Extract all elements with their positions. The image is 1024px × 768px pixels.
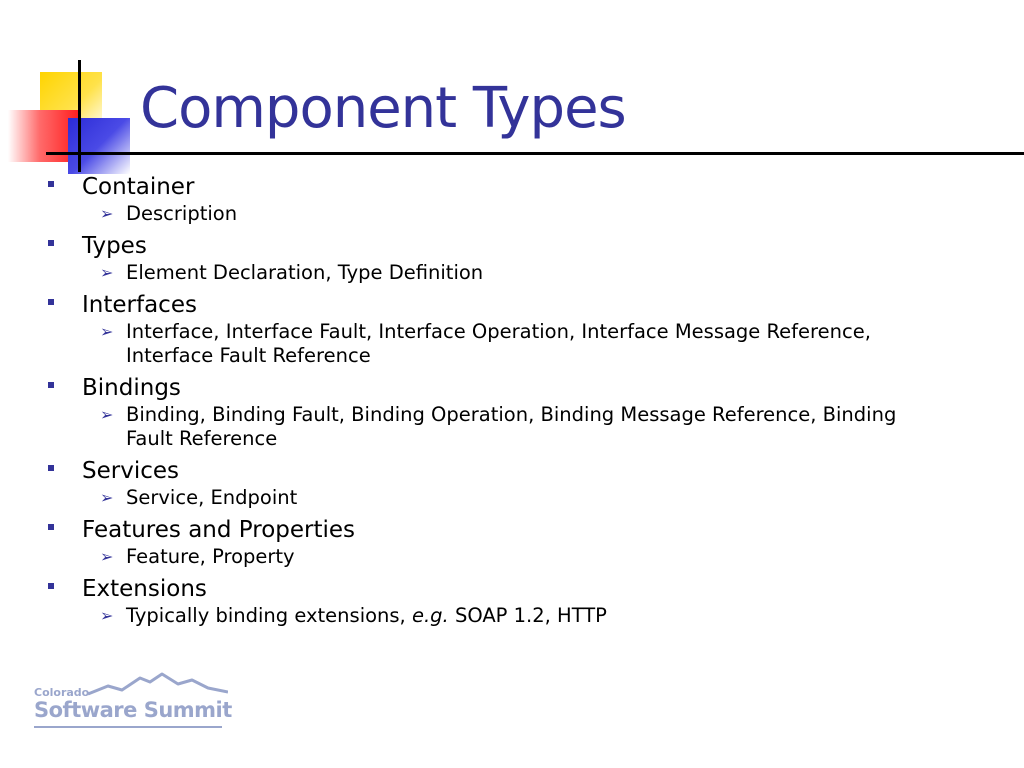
sub-item-text: Description — [126, 202, 238, 225]
slide-title: Component Types — [140, 76, 626, 141]
arrow-bullet-icon: ➢ — [100, 405, 114, 424]
sub-item — [44, 604, 944, 628]
bullet-item-types — [44, 231, 944, 285]
arrow-bullet-icon: ➢ — [100, 322, 114, 341]
square-bullet-icon — [48, 299, 54, 305]
title-divider — [46, 152, 1024, 155]
sub-item — [44, 545, 944, 569]
sub-item-text: Interface, Interface Fault, Interface Operation, Interface Message Reference, Interface Fault Reference — [126, 320, 871, 367]
arrow-bullet-icon: ➢ — [100, 488, 114, 507]
arrow-bullet-icon: ➢ — [100, 547, 114, 566]
bullet-item-interfaces — [44, 290, 944, 368]
bullet-label: Interfaces — [82, 292, 197, 318]
arrow-bullet-icon: ➢ — [100, 263, 114, 282]
square-bullet-icon — [48, 524, 54, 530]
arrow-bullet-icon: ➢ — [100, 606, 114, 625]
sub-item-text: Binding, Binding Fault, Binding Operation, Binding Message Reference, Binding Fault Reference — [126, 403, 897, 450]
square-bullet-icon — [48, 382, 54, 388]
bullet-item-extensions — [44, 574, 944, 628]
sub-item — [44, 320, 944, 368]
sub-list — [44, 202, 944, 226]
bullet-item-container — [44, 172, 944, 226]
sub-item-text — [126, 604, 926, 628]
square-bullet-icon — [48, 240, 54, 246]
bullet-label: Bindings — [82, 375, 181, 401]
sub-list — [44, 403, 944, 451]
logo-main-text: Software Summit — [34, 698, 232, 722]
sub-list — [44, 320, 944, 368]
conference-logo — [30, 672, 230, 736]
sub-item-text-emphasis: e.g. — [411, 604, 449, 627]
sub-item-text-suffix: SOAP 1.2, HTTP — [448, 604, 607, 627]
sub-list — [44, 545, 944, 569]
square-bullet-icon — [48, 583, 54, 589]
sub-item-text: Service, Endpoint — [126, 486, 298, 509]
decoration-vertical-line — [78, 60, 81, 172]
square-bullet-icon — [48, 181, 54, 187]
sub-list — [44, 486, 944, 510]
bullet-list — [44, 172, 944, 633]
sub-item-text: Feature, Property — [126, 545, 295, 568]
sub-item — [44, 261, 944, 285]
square-bullet-icon — [48, 465, 54, 471]
sub-item-text-prefix: Typically binding extensions, — [126, 604, 412, 627]
sub-list — [44, 261, 944, 285]
bullet-label: Services — [82, 458, 179, 484]
bullet-item-bindings — [44, 373, 944, 451]
bullet-item-features-and-properties — [44, 515, 944, 569]
logo-top-text: Colorado — [34, 686, 90, 699]
sub-item — [44, 486, 944, 510]
bullet-label: Features and Properties — [82, 517, 356, 543]
bullet-label: Extensions — [82, 576, 207, 602]
bullet-label: Types — [82, 233, 147, 259]
sub-list — [44, 604, 944, 628]
sub-item — [44, 403, 944, 451]
bullet-item-services — [44, 456, 944, 510]
sub-item-text: Element Declaration, Type Definition — [126, 261, 484, 284]
logo-underline — [34, 726, 222, 728]
mountain-icon — [88, 672, 228, 696]
arrow-bullet-icon: ➢ — [100, 204, 114, 223]
bullet-label: Container — [82, 174, 195, 200]
sub-item — [44, 202, 944, 226]
